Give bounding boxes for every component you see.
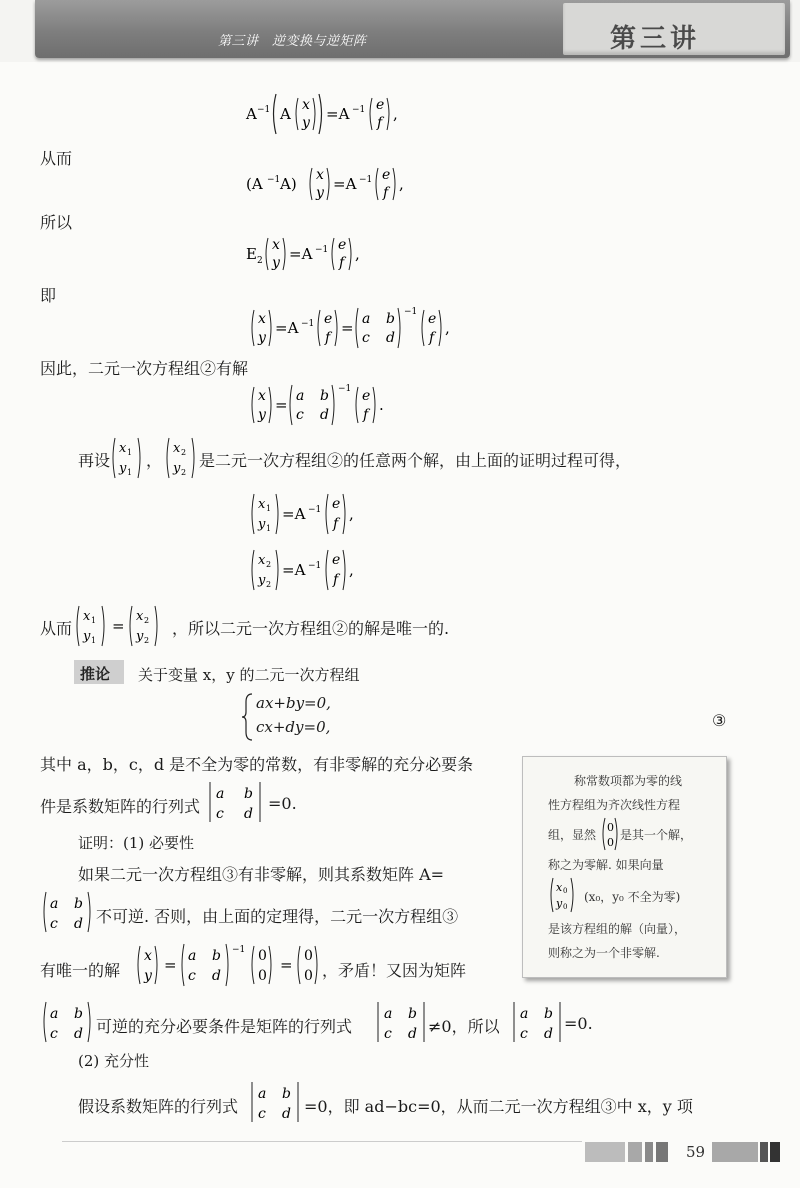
svg-text:d: d	[74, 916, 83, 932]
svg-text:y: y	[316, 185, 324, 201]
corollary-text: 关于变量 x，y 的二元一次方程组	[138, 666, 360, 684]
svg-text:2: 2	[181, 468, 187, 477]
svg-text:f: f	[333, 572, 339, 588]
conjunction-ie: 即	[40, 286, 57, 305]
svg-text:d: d	[244, 806, 253, 822]
svg-text:c: c	[188, 968, 196, 984]
svg-text:x: x	[258, 311, 266, 327]
page-number: 59	[686, 1143, 706, 1161]
sufficiency-suffix: =0，即 ad−bc=0，从而二元一次方程组③中 x，y 项	[304, 1097, 693, 1116]
svg-text:a: a	[520, 1006, 529, 1022]
svg-text:e: e	[382, 167, 391, 183]
equation-identity	[240, 228, 420, 280]
unique-suffix: ，所以二元一次方程组②的解是唯一的.	[172, 619, 450, 638]
footer-decoration	[585, 1142, 625, 1162]
proof-line3-suffix: ，矛盾！又因为矩阵	[322, 961, 467, 980]
equation-associative	[240, 158, 440, 210]
svg-text:d: d	[74, 1026, 83, 1042]
proof-line3-prefix: 有唯一的解	[40, 961, 121, 980]
svg-text:d: d	[320, 407, 329, 423]
svg-text:b: b	[74, 1006, 83, 1022]
svg-text:d: d	[282, 1106, 291, 1122]
footer-decoration	[628, 1142, 642, 1162]
svg-text:=A: =A	[282, 561, 306, 579]
svg-text:−1: −1	[359, 175, 373, 185]
sufficiency-prefix: 假设系数矩阵的行列式	[78, 1097, 239, 1116]
footer-decoration	[656, 1142, 668, 1162]
note-line1: 称常数项都为零的线	[574, 774, 683, 788]
svg-text:1: 1	[127, 448, 133, 457]
svg-text:x: x	[258, 388, 266, 404]
svg-text:−1: −1	[404, 307, 418, 317]
footer-rule	[62, 1141, 582, 1142]
svg-text:=: =	[164, 956, 177, 974]
conjunction-so: 所以	[40, 213, 73, 232]
svg-text:,: ,	[349, 561, 354, 579]
svg-text:y: y	[302, 115, 310, 131]
svg-text:c: c	[216, 806, 224, 822]
svg-text:x: x	[83, 609, 91, 624]
svg-text:−1: −1	[257, 105, 271, 115]
chapter-title: 第三讲 逆变换与逆矩阵	[218, 34, 367, 49]
svg-text:A: A	[280, 105, 291, 123]
lecture-badge: 第三讲	[610, 24, 701, 54]
svg-text:f: f	[429, 330, 435, 346]
svg-text:0: 0	[563, 887, 568, 895]
svg-text:y: y	[173, 461, 181, 476]
svg-text:b: b	[282, 1086, 291, 1102]
svg-text:x: x	[258, 553, 266, 568]
svg-text:c: c	[384, 1026, 392, 1042]
svg-text:a: a	[50, 1006, 59, 1022]
svg-text:d: d	[544, 1026, 553, 1042]
svg-text:,: ,	[399, 175, 404, 193]
svg-text:A: A	[246, 105, 257, 123]
svg-text:x: x	[258, 497, 266, 512]
note-line4: 称之为零解. 如果向量	[548, 858, 664, 872]
svg-text:=: =	[275, 396, 288, 414]
note-line6: 是该方程组的解（向量），	[548, 922, 687, 936]
svg-text:e: e	[376, 97, 385, 113]
svg-text:−1: −1	[267, 175, 281, 185]
svg-text:f: f	[339, 255, 345, 271]
svg-text:2: 2	[144, 636, 150, 645]
svg-text:2: 2	[144, 616, 150, 625]
svg-text:−1: −1	[301, 319, 315, 329]
svg-text:y: y	[258, 573, 266, 588]
svg-text:x: x	[316, 167, 324, 183]
svg-text:f: f	[333, 516, 339, 532]
vector-x1-y1	[110, 432, 146, 484]
svg-text:=A: =A	[275, 319, 299, 337]
svg-text:1: 1	[91, 616, 97, 625]
svg-text:b: b	[212, 948, 221, 964]
svg-text:,: ,	[349, 505, 354, 523]
equation-second-solution	[240, 544, 420, 596]
svg-text:e: e	[338, 237, 347, 253]
proof-line4-mid: 可逆的充分必要条件是矩阵的行列式	[96, 1017, 353, 1036]
svg-text:=A: =A	[333, 175, 357, 193]
again-comma: ，	[146, 451, 163, 470]
svg-text:a: a	[216, 786, 225, 802]
svg-text:b: b	[74, 896, 83, 912]
note-line5: (x₀，y₀ 不全为零)	[584, 890, 681, 904]
svg-text:y: y	[144, 968, 152, 984]
svg-text:x: x	[302, 97, 310, 113]
corollary-tag: 推论	[80, 665, 111, 683]
svg-text:=A: =A	[282, 505, 306, 523]
determinant-assumed-zero	[246, 1076, 306, 1128]
svg-text:,: ,	[355, 245, 360, 263]
determinant-nonzero	[372, 996, 432, 1048]
svg-text:y: y	[258, 330, 266, 346]
svg-text:a: a	[384, 1006, 393, 1022]
equation-solutions-equal	[74, 600, 174, 652]
svg-text:a: a	[258, 1086, 267, 1102]
note-line3-prefix: 组，显然	[548, 828, 597, 842]
conjunction-therefore: 因此，二元一次方程组②有解	[40, 359, 249, 378]
svg-text:0: 0	[304, 948, 313, 964]
svg-text:1: 1	[266, 524, 272, 533]
determinant-zero	[508, 996, 568, 1048]
matrix-abcd-invertible	[40, 996, 96, 1048]
svg-text:2: 2	[257, 256, 263, 266]
svg-text:x: x	[136, 609, 144, 624]
svg-text:=: =	[341, 319, 354, 337]
svg-text:x: x	[119, 441, 127, 456]
svg-text:−1: −1	[308, 561, 322, 571]
svg-text:e: e	[428, 311, 437, 327]
svg-text:1: 1	[266, 504, 272, 513]
conjunction-from: 从而	[40, 149, 73, 168]
svg-text:d: d	[212, 968, 221, 984]
svg-text:=A: =A	[289, 245, 313, 263]
svg-text:y: y	[119, 461, 127, 476]
svg-text:d: d	[386, 330, 395, 346]
svg-text:c: c	[258, 1106, 266, 1122]
svg-text:x: x	[556, 881, 563, 894]
svg-text:x: x	[173, 441, 181, 456]
svg-text:a: a	[296, 388, 305, 404]
note-vector-x0-y0	[548, 874, 580, 916]
condition-line2-suffix: =0.	[268, 794, 297, 813]
equation-inverse-applied	[240, 88, 440, 140]
equation-number-3: ③	[712, 711, 727, 730]
proof-line4-end: =0.	[564, 1014, 593, 1033]
svg-text:a: a	[50, 896, 59, 912]
proof-line4-neq: ≠0，所以	[428, 1017, 500, 1036]
footer-decoration	[760, 1142, 768, 1162]
system-eq-line1: ax+by=0,	[256, 694, 331, 712]
again-prefix: 再设	[78, 451, 111, 470]
svg-text:2: 2	[181, 448, 187, 457]
unique-prefix: 从而	[40, 619, 73, 638]
svg-text:y: y	[258, 407, 266, 423]
equation-solution-expanded	[240, 300, 490, 356]
svg-text:b: b	[244, 786, 253, 802]
svg-text:e: e	[324, 311, 333, 327]
svg-text:y: y	[258, 517, 266, 532]
svg-text:0: 0	[258, 968, 267, 984]
svg-text:−1: −1	[315, 245, 329, 255]
svg-text:f: f	[363, 407, 369, 423]
svg-text:b: b	[386, 311, 395, 327]
condition-line2-prefix: 件是系数矩阵的行列式	[40, 797, 201, 816]
equation-first-solution	[240, 488, 420, 540]
svg-text:c: c	[362, 330, 370, 346]
svg-text:f: f	[383, 185, 389, 201]
proof-heading-sufficiency: (2) 充分性	[78, 1052, 150, 1070]
proof-line2: 不可逆. 否则，由上面的定理得，二元一次方程组③	[96, 907, 459, 926]
svg-text:f: f	[325, 330, 331, 346]
footer-decoration	[712, 1142, 758, 1162]
svg-text:c: c	[520, 1026, 528, 1042]
svg-text:−1: −1	[352, 105, 366, 115]
svg-text:−1: −1	[232, 945, 246, 955]
svg-text:1: 1	[127, 468, 133, 477]
note-line3-suffix: 是其一个解，	[620, 828, 693, 842]
svg-text:=A: =A	[326, 105, 350, 123]
svg-text:−1: −1	[338, 384, 352, 394]
svg-text:,: ,	[393, 105, 398, 123]
svg-text:2: 2	[266, 560, 272, 569]
svg-text:1: 1	[91, 636, 97, 645]
svg-text:b: b	[544, 1006, 553, 1022]
svg-text:y: y	[136, 629, 144, 644]
svg-text:.: .	[379, 396, 384, 414]
svg-text:A): A)	[280, 175, 297, 193]
svg-text:b: b	[408, 1006, 417, 1022]
determinant-abcd	[204, 776, 268, 828]
svg-text:x: x	[272, 237, 280, 253]
system-eq-line2: cx+dy=0,	[256, 718, 331, 736]
svg-text:=: =	[112, 617, 125, 635]
svg-text:y: y	[272, 255, 280, 271]
svg-text:0: 0	[607, 821, 614, 834]
svg-text:0: 0	[304, 968, 313, 984]
note-line7: 则称之为一个非零解.	[548, 946, 660, 960]
proof-heading-necessity: 证明：(1) 必要性	[78, 834, 195, 852]
condition-line1: 其中 a，b，c，d 是不全为零的常数，有非零解的充分必要条	[40, 755, 474, 774]
svg-text:2: 2	[266, 580, 272, 589]
equation-solution	[240, 377, 420, 433]
svg-text:x: x	[144, 948, 152, 964]
svg-text:y: y	[83, 629, 91, 644]
vector-x2-y2	[164, 432, 200, 484]
footer-decoration	[770, 1142, 780, 1162]
svg-text:0: 0	[563, 903, 568, 911]
svg-text:a: a	[362, 311, 371, 327]
svg-text:E: E	[246, 245, 257, 263]
matrix-abcd-inline	[40, 886, 96, 938]
svg-text:e: e	[362, 388, 371, 404]
svg-text:y: y	[556, 897, 563, 910]
again-suffix: 是二元一次方程组②的任意两个解，由上面的证明过程可得，	[199, 451, 632, 470]
note-zero-vector	[600, 814, 620, 854]
svg-text:c: c	[296, 407, 304, 423]
svg-text:e: e	[332, 552, 341, 568]
footer-decoration	[645, 1142, 653, 1162]
svg-text:,: ,	[445, 319, 450, 337]
svg-text:b: b	[320, 388, 329, 404]
proof-line1: 如果二元一次方程组③有非零解，则其系数矩阵 A=	[78, 865, 445, 884]
svg-text:0: 0	[258, 948, 267, 964]
svg-text:c: c	[50, 1026, 58, 1042]
svg-text:a: a	[188, 948, 197, 964]
svg-text:c: c	[50, 916, 58, 932]
svg-text:=: =	[280, 956, 293, 974]
svg-text:0: 0	[607, 836, 614, 849]
svg-text:f: f	[377, 115, 383, 131]
svg-text:d: d	[408, 1026, 417, 1042]
svg-text:e: e	[332, 496, 341, 512]
svg-text:(A: (A	[246, 175, 263, 193]
svg-text:−1: −1	[308, 505, 322, 515]
system-brace	[240, 690, 256, 744]
note-line2: 性方程组为齐次线性方程	[548, 798, 681, 812]
